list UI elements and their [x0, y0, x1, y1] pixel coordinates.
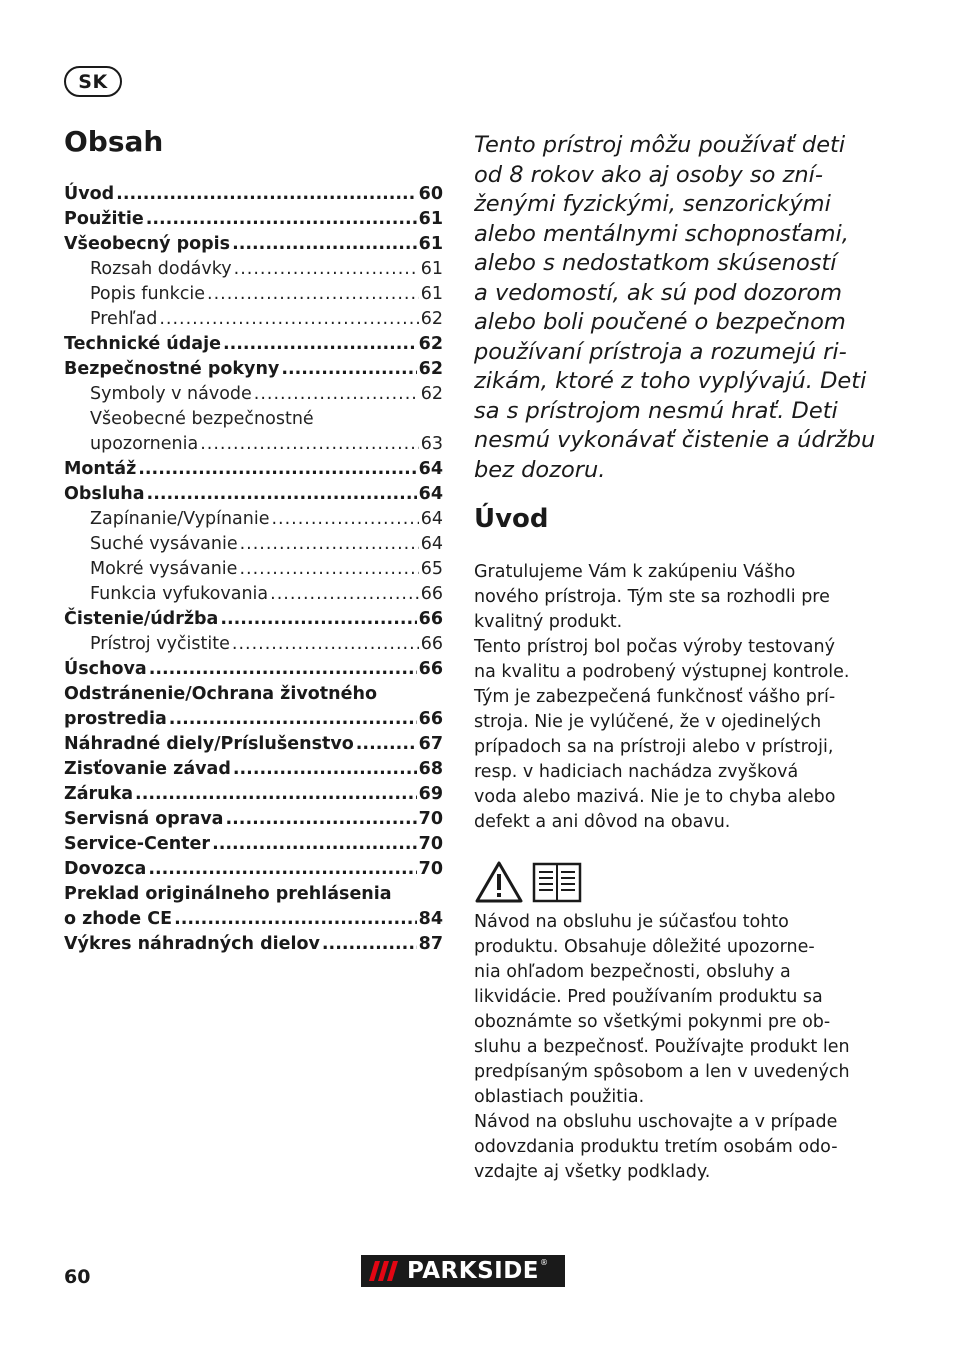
toc-entry-label: Všeobecný popis: [64, 234, 231, 254]
paragraph-line: vzdajte aj všetky podklady.: [474, 1162, 711, 1182]
paragraph-line: Gratulujeme Vám k zakúpeniu Vášho: [474, 562, 796, 582]
paragraph-line: Tento prístroj bol počas výroby testovaný: [474, 637, 835, 657]
toc-entry-label: Prístroj vyčistite: [90, 634, 230, 654]
toc-entry-page: 62: [420, 384, 443, 404]
intro-line: od 8 rokov ako aj osoby so zní-: [474, 161, 823, 188]
toc-entry-label: Servisná oprava: [64, 809, 224, 829]
toc-leader-dots: [233, 757, 417, 782]
toc-title: Obsah: [64, 125, 164, 158]
intro-line: a vedomostí, ak sú pod dozorom: [474, 279, 843, 306]
toc-entry-label: Funkcia vyfukovania: [90, 584, 269, 604]
paragraph-line: Návod na obsluhu uschovajte a v prípade: [474, 1112, 838, 1132]
toc-entry-label: Čistenie/údržba: [64, 609, 219, 629]
toc-entry: [64, 882, 443, 907]
toc-entry: [64, 557, 443, 582]
toc-entry-label: Použitie: [64, 209, 144, 229]
toc-entry: [64, 282, 443, 307]
toc-entry-page: 70: [418, 834, 443, 854]
toc-leader-dots: [135, 782, 417, 807]
intro-line: nesmú vykonávať čistenie a údržbu: [474, 427, 876, 453]
toc-entry-label: Záruka: [64, 784, 134, 804]
toc-leader-dots: [207, 282, 419, 307]
paragraph-line: nového prístroja. Tým ste sa rozhodli pre: [474, 587, 830, 607]
paragraph-line: Návod na obsluhu je súčasťou tohto: [474, 912, 789, 932]
toc-entry-label: Úvod: [64, 184, 115, 204]
paragraph-line: kvalitný produkt.: [474, 612, 623, 632]
toc-entry-page: 64: [418, 484, 443, 504]
toc-leader-dots: [270, 582, 419, 607]
toc-entry-page: 64: [418, 459, 443, 479]
toc-entry: [64, 832, 443, 857]
toc-entry: [64, 732, 443, 757]
logo-text: PARKSIDE: [407, 1258, 540, 1284]
logo-slashes-icon: [361, 1255, 407, 1287]
paragraph-line: odovzdania produktu tretím osobám odo-: [474, 1137, 838, 1157]
toc-leader-dots: [356, 732, 417, 757]
paragraph-line: likvidácie. Pred používaním produktu sa: [474, 987, 823, 1007]
toc-entry-page: 63: [420, 434, 443, 454]
toc-entry: [64, 207, 443, 232]
manual-book-icon: [532, 860, 582, 904]
toc-entry-page: 67: [418, 734, 443, 754]
toc-leader-dots: [147, 482, 417, 507]
paragraph-line: sluhu a bezpečnosť. Používajte produkt len: [474, 1037, 850, 1057]
toc-entry: [64, 382, 443, 407]
toc-entry-label: Odstránenie/Ochrana životného: [64, 684, 377, 704]
toc-entry: [64, 432, 443, 457]
toc-entry: [64, 182, 443, 207]
toc-entry-label: Úschova: [64, 659, 147, 679]
toc-entry-page: 87: [418, 934, 443, 954]
toc-leader-dots: [220, 607, 416, 632]
toc-entry-page: 70: [418, 809, 443, 829]
page-number: 60: [64, 1266, 91, 1288]
toc-entry: [64, 682, 443, 707]
toc-entry-page: 66: [418, 609, 443, 629]
toc-entry: [64, 357, 443, 382]
toc-leader-dots: [281, 357, 416, 382]
intro-line: Tento prístroj môžu používať deti: [474, 132, 846, 158]
toc-entry-page: 61: [420, 259, 443, 279]
warning-icons: [474, 858, 582, 904]
toc-entry: [64, 607, 443, 632]
toc-leader-dots: [232, 632, 419, 657]
toc-entry-page: 66: [418, 659, 443, 679]
toc-entry-label: Preklad originálneho prehlásenia: [64, 884, 392, 904]
manual-info-paragraph: [474, 910, 874, 1185]
toc-leader-dots: [232, 232, 417, 257]
paragraph-line: Tým je zabezpečená funkčnosť vášho prí-: [474, 687, 836, 707]
intro-line: zikám, ktoré z toho vyplývajú. Deti: [474, 368, 867, 394]
toc-entry: [64, 482, 443, 507]
toc-entry: [64, 782, 443, 807]
toc-entry: [64, 582, 443, 607]
toc-entry-label: o zhode CE: [64, 909, 173, 929]
intro-line: bez dozoru.: [474, 456, 606, 483]
toc-entry-label: Technické údaje: [64, 334, 221, 354]
paragraph-line: predpísaným spôsobom a len v uvedených: [474, 1062, 850, 1082]
toc-leader-dots: [159, 307, 418, 332]
toc-entry-label: Zisťovanie závad: [64, 759, 231, 779]
toc-leader-dots: [239, 557, 418, 582]
paragraph-line: defekt a ani dôvod na obavu.: [474, 812, 731, 832]
paragraph-line: produktu. Obsahuje dôležité upozorne-: [474, 937, 815, 957]
toc-entry-page: 62: [418, 334, 443, 354]
toc-entry-page: 62: [420, 309, 443, 329]
toc-entry-label: Symboly v návode: [90, 384, 252, 404]
toc-entry-label: Náhradné diely/Príslušenstvo: [64, 734, 354, 754]
toc-entry-page: 70: [418, 859, 443, 879]
toc-entry-label: Dovozca: [64, 859, 147, 879]
toc-leader-dots: [254, 382, 419, 407]
toc-leader-dots: [271, 507, 418, 532]
paragraph-line: nia ohľadom bezpečnosti, obsluhy a: [474, 962, 791, 982]
toc-leader-dots: [240, 532, 419, 557]
toc-leader-dots: [212, 832, 417, 857]
intro-paragraph: [474, 560, 874, 835]
toc-entry: [64, 507, 443, 532]
toc-entry-page: 84: [418, 909, 443, 929]
toc-entry-label: Zapínanie/Vypínanie: [90, 509, 270, 529]
toc-leader-dots: [138, 457, 416, 482]
intro-line: sa s prístrojom nesmú hrať. Deti: [474, 397, 838, 424]
toc-entry: [64, 932, 443, 957]
toc-leader-dots: [234, 257, 419, 282]
paragraph-line: voda alebo mazivá. Nie je to chyba alebo: [474, 787, 836, 807]
toc-leader-dots: [174, 907, 417, 932]
toc-entry: [64, 257, 443, 282]
toc-entry-label: Mokré vysávanie: [90, 559, 238, 579]
toc-entry-label: Bezpečnostné pokyny: [64, 359, 280, 379]
toc-entry: [64, 807, 443, 832]
toc-leader-dots: [148, 857, 416, 882]
parkside-logo: [361, 1255, 565, 1287]
intro-line: alebo boli poučené o bezpečnom: [474, 309, 846, 335]
paragraph-line: na kvalitu a podrobený výstupnej kontrole.: [474, 662, 850, 682]
toc-entry-page: 65: [420, 559, 443, 579]
toc-leader-dots: [116, 182, 416, 207]
toc-entry-page: 61: [420, 284, 443, 304]
toc-entry-page: 69: [418, 784, 443, 804]
toc-leader-dots: [169, 707, 417, 732]
intro-line: ženými fyzickými, senzorickými: [474, 191, 831, 217]
paragraph-line: oboznámte so všetkými pokynmi pre ob-: [474, 1012, 831, 1032]
table-of-contents: [64, 182, 443, 957]
toc-entry-page: 62: [418, 359, 443, 379]
toc-entry-label: Suché vysávanie: [90, 534, 238, 554]
toc-leader-dots: [146, 207, 417, 232]
toc-entry: [64, 857, 443, 882]
toc-entry-page: 60: [418, 184, 443, 204]
toc-entry: [64, 707, 443, 732]
toc-entry-page: 61: [418, 209, 443, 229]
toc-entry-label: Montáž: [64, 459, 137, 479]
toc-entry: [64, 657, 443, 682]
toc-entry-label: Service-Center: [64, 834, 211, 854]
toc-entry-label: Rozsah dodávky: [90, 259, 232, 279]
toc-leader-dots: [149, 657, 417, 682]
toc-entry-page: 66: [420, 584, 443, 604]
toc-entry: [64, 307, 443, 332]
intro-line: alebo s nedostatkom skúseností: [474, 250, 837, 276]
paragraph-line: resp. v hadiciach nachádza zvyšková: [474, 762, 799, 782]
intro-line: alebo mentálnymi schopnosťami,: [474, 220, 849, 247]
paragraph-line: prípadoch sa na prístroji alebo v prístroji,: [474, 737, 834, 757]
toc-leader-dots: [223, 332, 417, 357]
toc-leader-dots: [226, 807, 417, 832]
toc-entry: [64, 332, 443, 357]
section-title: Úvod: [474, 504, 549, 534]
toc-entry: [64, 757, 443, 782]
toc-entry-page: 68: [418, 759, 443, 779]
toc-entry: [64, 907, 443, 932]
toc-entry: [64, 232, 443, 257]
toc-entry-label: Výkres náhradných dielov: [64, 934, 320, 954]
paragraph-line: oblastiach použitia.: [474, 1087, 645, 1107]
toc-entry: [64, 532, 443, 557]
paragraph-line: stroja. Nie je vylúčené, že v ojedinelých: [474, 712, 822, 732]
intro-warning-paragraph: [474, 131, 874, 485]
language-badge: SK: [64, 66, 122, 97]
toc-entry-page: 61: [418, 234, 443, 254]
toc-entry-label: prostredia: [64, 709, 167, 729]
toc-entry: [64, 407, 443, 432]
toc-entry-label: Prehľad: [90, 309, 158, 329]
toc-entry: [64, 632, 443, 657]
toc-entry-page: 66: [420, 634, 443, 654]
toc-leader-dots: [322, 932, 417, 957]
toc-entry-label: Obsluha: [64, 484, 145, 504]
registered-mark: ®: [540, 1258, 549, 1267]
toc-entry-label: Všeobecné bezpečnostné: [90, 409, 314, 429]
toc-entry: [64, 457, 443, 482]
toc-entry-label: upozornenia: [90, 434, 199, 454]
toc-entry-page: 64: [420, 509, 443, 529]
toc-entry-label: Popis funkcie: [90, 284, 206, 304]
toc-leader-dots: [200, 432, 418, 457]
toc-entry-page: 64: [420, 534, 443, 554]
warning-triangle-icon: [474, 860, 524, 904]
intro-line: používaní prístroja a rozumejú ri-: [474, 338, 847, 365]
toc-entry-page: 66: [418, 709, 443, 729]
